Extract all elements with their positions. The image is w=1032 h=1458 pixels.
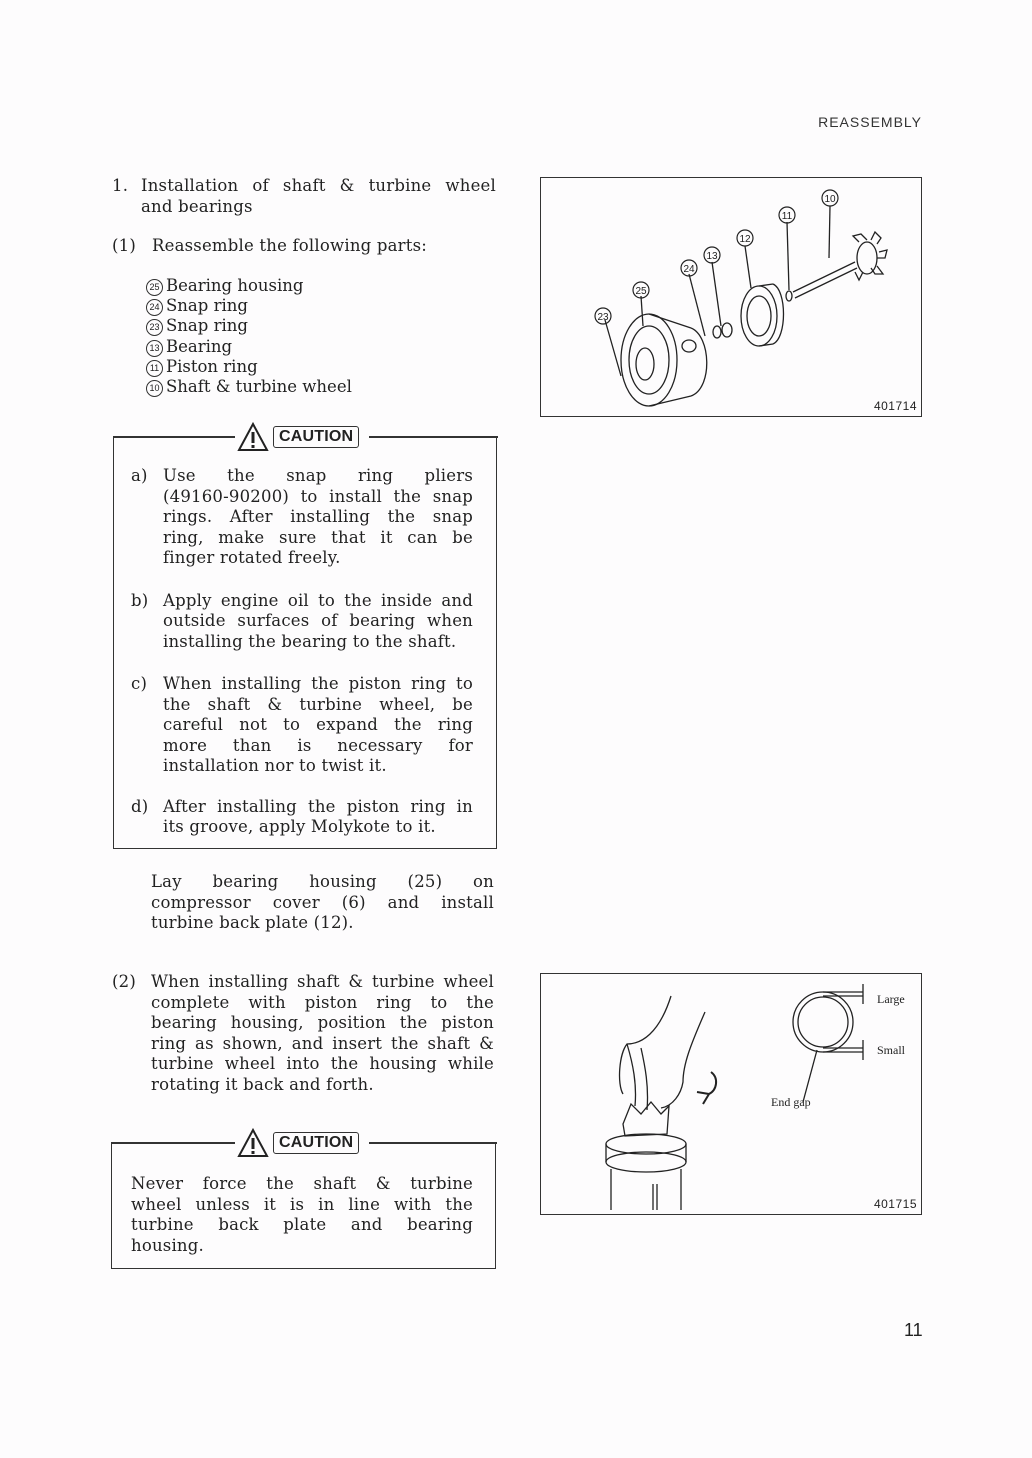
step-1-title-line2: and bearings	[141, 196, 253, 216]
list-item	[146, 296, 446, 316]
caution-item-b	[131, 591, 473, 653]
list-item	[146, 316, 446, 336]
substep-1-instruction: Reassemble the following parts:	[152, 236, 427, 255]
text-line: Use the snap ring pliers	[163, 466, 473, 485]
caution-item-a	[131, 466, 473, 569]
page-number: 11	[904, 1320, 923, 1340]
text-line: turbine back plate and bearing	[131, 1215, 473, 1234]
label-small: Small	[877, 1043, 906, 1057]
caution-item-c	[131, 674, 473, 777]
text-line: the shaft & turbine wheel, be	[163, 694, 473, 714]
substep-1-number: (1)	[112, 236, 136, 255]
text-line: When installing the piston ring to	[163, 674, 473, 693]
text-line: rotating it back and forth.	[151, 1074, 374, 1094]
text-line: installing the bearing to the shaft.	[163, 631, 457, 651]
item-letter: d)	[131, 796, 149, 816]
part-ref: 23	[146, 319, 163, 336]
label-end-gap: End gap	[771, 1095, 811, 1109]
substep-2-number: (2)	[112, 972, 136, 991]
text-line: Lay bearing housing (25) on	[151, 872, 494, 891]
part-name: Bearing	[166, 336, 233, 356]
substep-2	[112, 972, 494, 1095]
item-letter: a)	[131, 466, 148, 485]
text-line: turbine wheel into the housing while	[151, 1054, 494, 1073]
part-ref: 13	[146, 340, 163, 357]
part-name: Piston ring	[166, 356, 258, 376]
text-line: rings. After installing the snap	[163, 507, 473, 526]
part-name: Snap ring	[166, 316, 248, 336]
part-ref: 11	[146, 360, 163, 377]
text-line: its groove, apply Molykote to it.	[163, 817, 436, 836]
figure-shaft-installation	[540, 973, 922, 1215]
text-line: wheel unless it is in line with the	[131, 1194, 473, 1214]
installation-illustration	[541, 974, 921, 1214]
section-title: REASSEMBLY	[818, 114, 922, 130]
figure-exploded-view	[540, 177, 922, 417]
step-1-title-line1: Installation of shaft & turbine wheel	[141, 176, 496, 195]
text-line: careful not to expand the ring	[163, 715, 473, 734]
part-ref: 25	[146, 279, 163, 296]
callout-label: 24	[683, 264, 695, 275]
text-line: more than is necessary for	[163, 735, 473, 755]
callout-label: 13	[706, 251, 718, 262]
text-line: complete with piston ring to the	[151, 992, 494, 1012]
text-line: After installing the piston ring in	[163, 796, 473, 816]
caution-item-d	[131, 797, 473, 838]
step-1-number: 1.	[112, 176, 129, 195]
callout-label: 23	[597, 312, 609, 323]
text-line: outside surfaces of bearing when	[163, 611, 473, 630]
caution-box-2	[111, 1128, 497, 1270]
callout-label: 10	[824, 194, 836, 205]
text-line: Apply engine oil to the inside and	[163, 590, 473, 610]
text-line: housing.	[131, 1235, 204, 1255]
text-line: finger rotated freely.	[163, 548, 341, 567]
lay-paragraph	[151, 872, 494, 934]
parts-list	[146, 276, 446, 397]
part-name: Shaft & turbine wheel	[166, 377, 352, 397]
caution-tag: CAUTION	[273, 426, 359, 448]
text-line: bearing housing, position the piston	[151, 1013, 494, 1032]
figure-id: 401715	[873, 1197, 917, 1211]
label-large: Large	[877, 992, 905, 1006]
step-1-heading	[112, 176, 496, 217]
part-ref: 24	[146, 299, 163, 316]
text-line: When installing shaft & turbine wheel	[151, 972, 494, 991]
item-letter: c)	[131, 674, 148, 693]
callout-label: 25	[635, 286, 647, 297]
figure-id: 401714	[873, 399, 917, 413]
part-name: Bearing housing	[166, 276, 304, 295]
text-line: ring, make sure that it can be	[163, 527, 473, 547]
text-line: turbine back plate (12).	[151, 913, 354, 932]
callout-label: 11	[781, 211, 793, 222]
text-line: Never force the shaft & turbine	[131, 1174, 473, 1193]
list-item	[146, 377, 446, 397]
callout-label: 12	[739, 234, 751, 245]
part-name: Snap ring	[166, 296, 248, 316]
part-ref: 10	[146, 380, 163, 397]
text-line: installation nor to twist it.	[163, 756, 387, 775]
list-item	[146, 357, 446, 377]
text-line: ring as shown, and insert the shaft &	[151, 1033, 494, 1053]
substep-1-text	[112, 236, 496, 257]
text-line: (49160-90200) to install the snap	[163, 486, 473, 506]
item-letter: b)	[131, 590, 149, 610]
exploded-parts-illustration	[541, 178, 921, 416]
caution-tag: CAUTION	[273, 1132, 359, 1154]
caution-box-1	[113, 422, 498, 850]
text-line: compressor cover (6) and install	[151, 892, 494, 912]
list-item	[146, 276, 446, 296]
list-item	[146, 337, 446, 357]
